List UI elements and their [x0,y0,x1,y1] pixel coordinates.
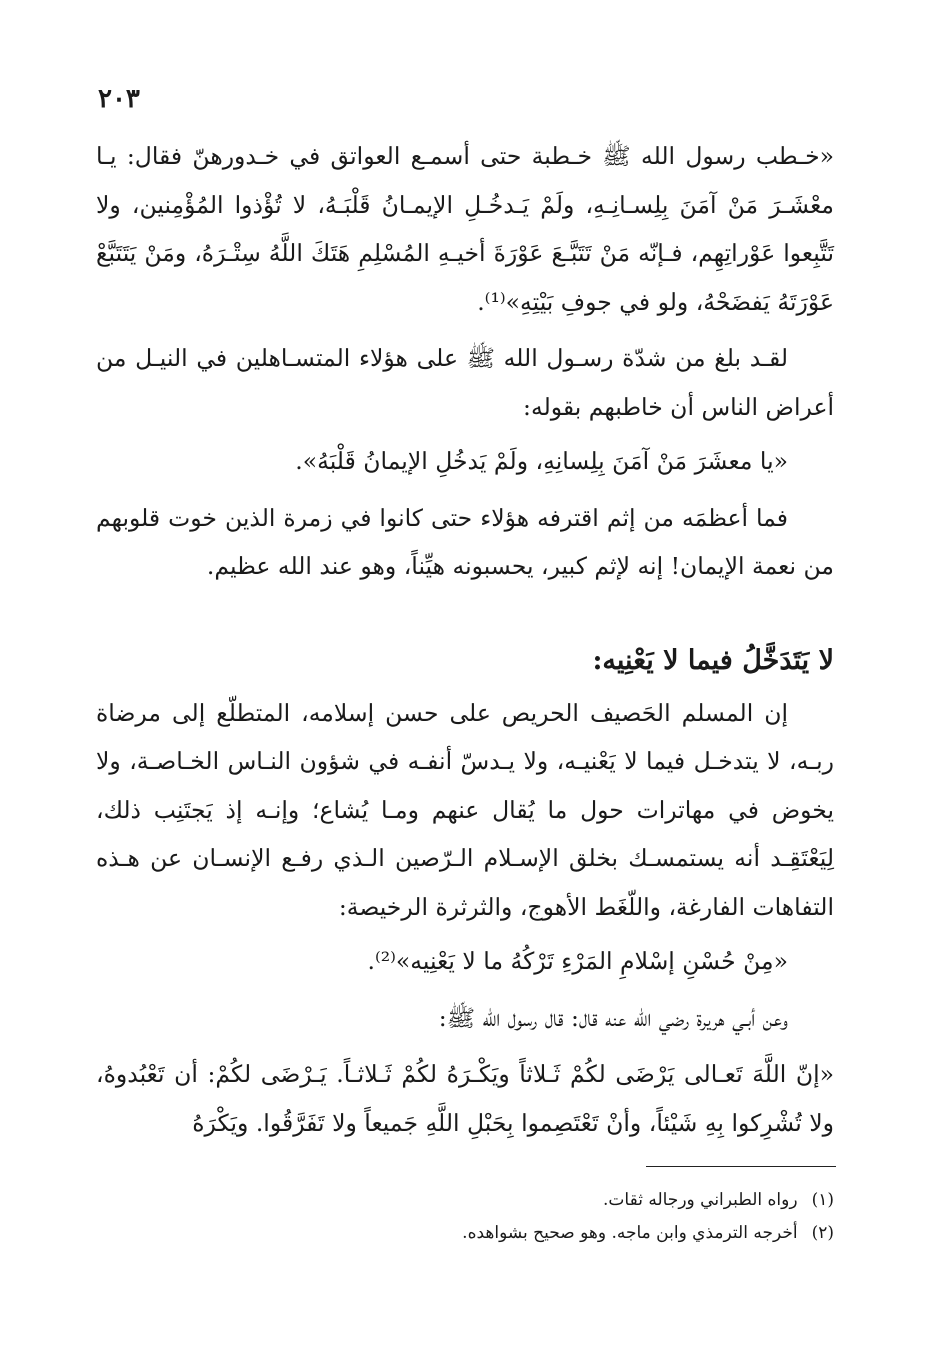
footnote-item [96,1184,834,1217]
paragraph-hadith-2: «إنّ اللَّهَ تَعـالى يَرْضَى لكُمْ ثَـلاثاً ويَكْـرَهُ لكُمْ ثَـلاثـاً. يَـرْضَى لكُمْ: أن تَعْبُدوهُ، ولا تُشْرِكوا بِهِ شَيْئاً، وأنْ تَعْتَصِموا بِحَبْلِ اللَّهِ جَميعاً ولا تَفَرَّقُوا. ويَكْرَهُ [96,1060,834,1137]
paragraph-section-1: إن المسلم الحَصيف الحريص على حسن إسلامه، المتطلّع إلى مرضاة ربـه، لا يتدخـل فيما لا يَعْنيـه، ولا يـدسّ أنفـه في شؤون النـاس الخـاصـة، ولا يخوض في مهاترات حول ما يُقال عنهم ومـا يُشاع؛ وإنـه إذ يَجتَنِب ذلك، لِيَعْتَقِـد أنه يستمسـك بخلق الإسـلام الـرّصين الـذي رفـع الإنسـان عن هـذه التفاهات الفارغة، واللّغَط الأهوج، والثرثرة الرخيصة: [96,698,834,921]
quotation-2: «مِنْ حُسْنِ إسْلامِ المَرْءِ تَرْكُهُ ما لا يَعْنِيه»⁽²⁾. [367,947,788,975]
page-number: ٢٠٣ [98,84,140,114]
paragraph-commentary-1: لقـد بلغ من شدّة رسـول الله ﷺ على هؤلاء المتسـاهلين في النيـل من أعراض الناس أن خاطبهم بقوله: [96,344,834,421]
quotation-1: «يا معشَرَ مَنْ آمَنَ بِلِسانِهِ، ولَمْ يَدخُلِ الإيمانُ قَلْبَهُ». [295,447,788,475]
footnote-divider [646,1166,836,1167]
footnote-number: (٢) [811,1223,834,1243]
footnote-number: (١) [811,1190,834,1210]
paragraph-commentary-2: فما أعظمَه من إثم اقترفه هؤلاء حتى كانوا في زمرة الذين خوت قلوبهم من نعمة الإيمان! إنه لإثم كبير، يحسبونه هيِّناً، وهو عند الله عظيم. [96,503,834,580]
footnote-text: أخرجه الترمذي وابن ماجه. وهو صحيح بشواهده. [462,1223,798,1243]
footnote-text: رواه الطبراني ورجاله ثقات. [603,1190,798,1210]
footnote-item [96,1217,834,1250]
paragraph-hadith-1: «خـطب رسول الله ﷺ خـطبة حتى أسمـع العواتق في خـدورهنّ فقال: يـا معْشَـرَ مَنْ آمَنَ بِلِسـانِـهِ، ولَمْ يَـدخُـلِ الإيمـانُ قَلْبَـهُ، لا تُؤْذوا المُؤْمِنين، ولا تَتَّبِعوا عَوْراتِهِم، فـإنّه مَنْ تَتَبَّـعَ عَوْرَةَ أخيـهِ المُسْلِمِ هَتَكَ اللَّهُ سِتْـرَهُ، ومَنْ يَتَتَبَّعْ عَوْرَتَهُ يَفضَحْهُ، ولو في جوفِ بَيْتِهِ»⁽¹⁾. [96,142,834,316]
page-body [96,132,834,1147]
section-heading: لا يَتَدَخَّلُ فيما لا يَعْنِيه: [592,644,834,676]
paragraph-narration: وعن أبـي هريرة رضي الله عنه قال: قال رسول الله ﷺ: [438,1003,788,1032]
footnotes [96,1184,834,1250]
